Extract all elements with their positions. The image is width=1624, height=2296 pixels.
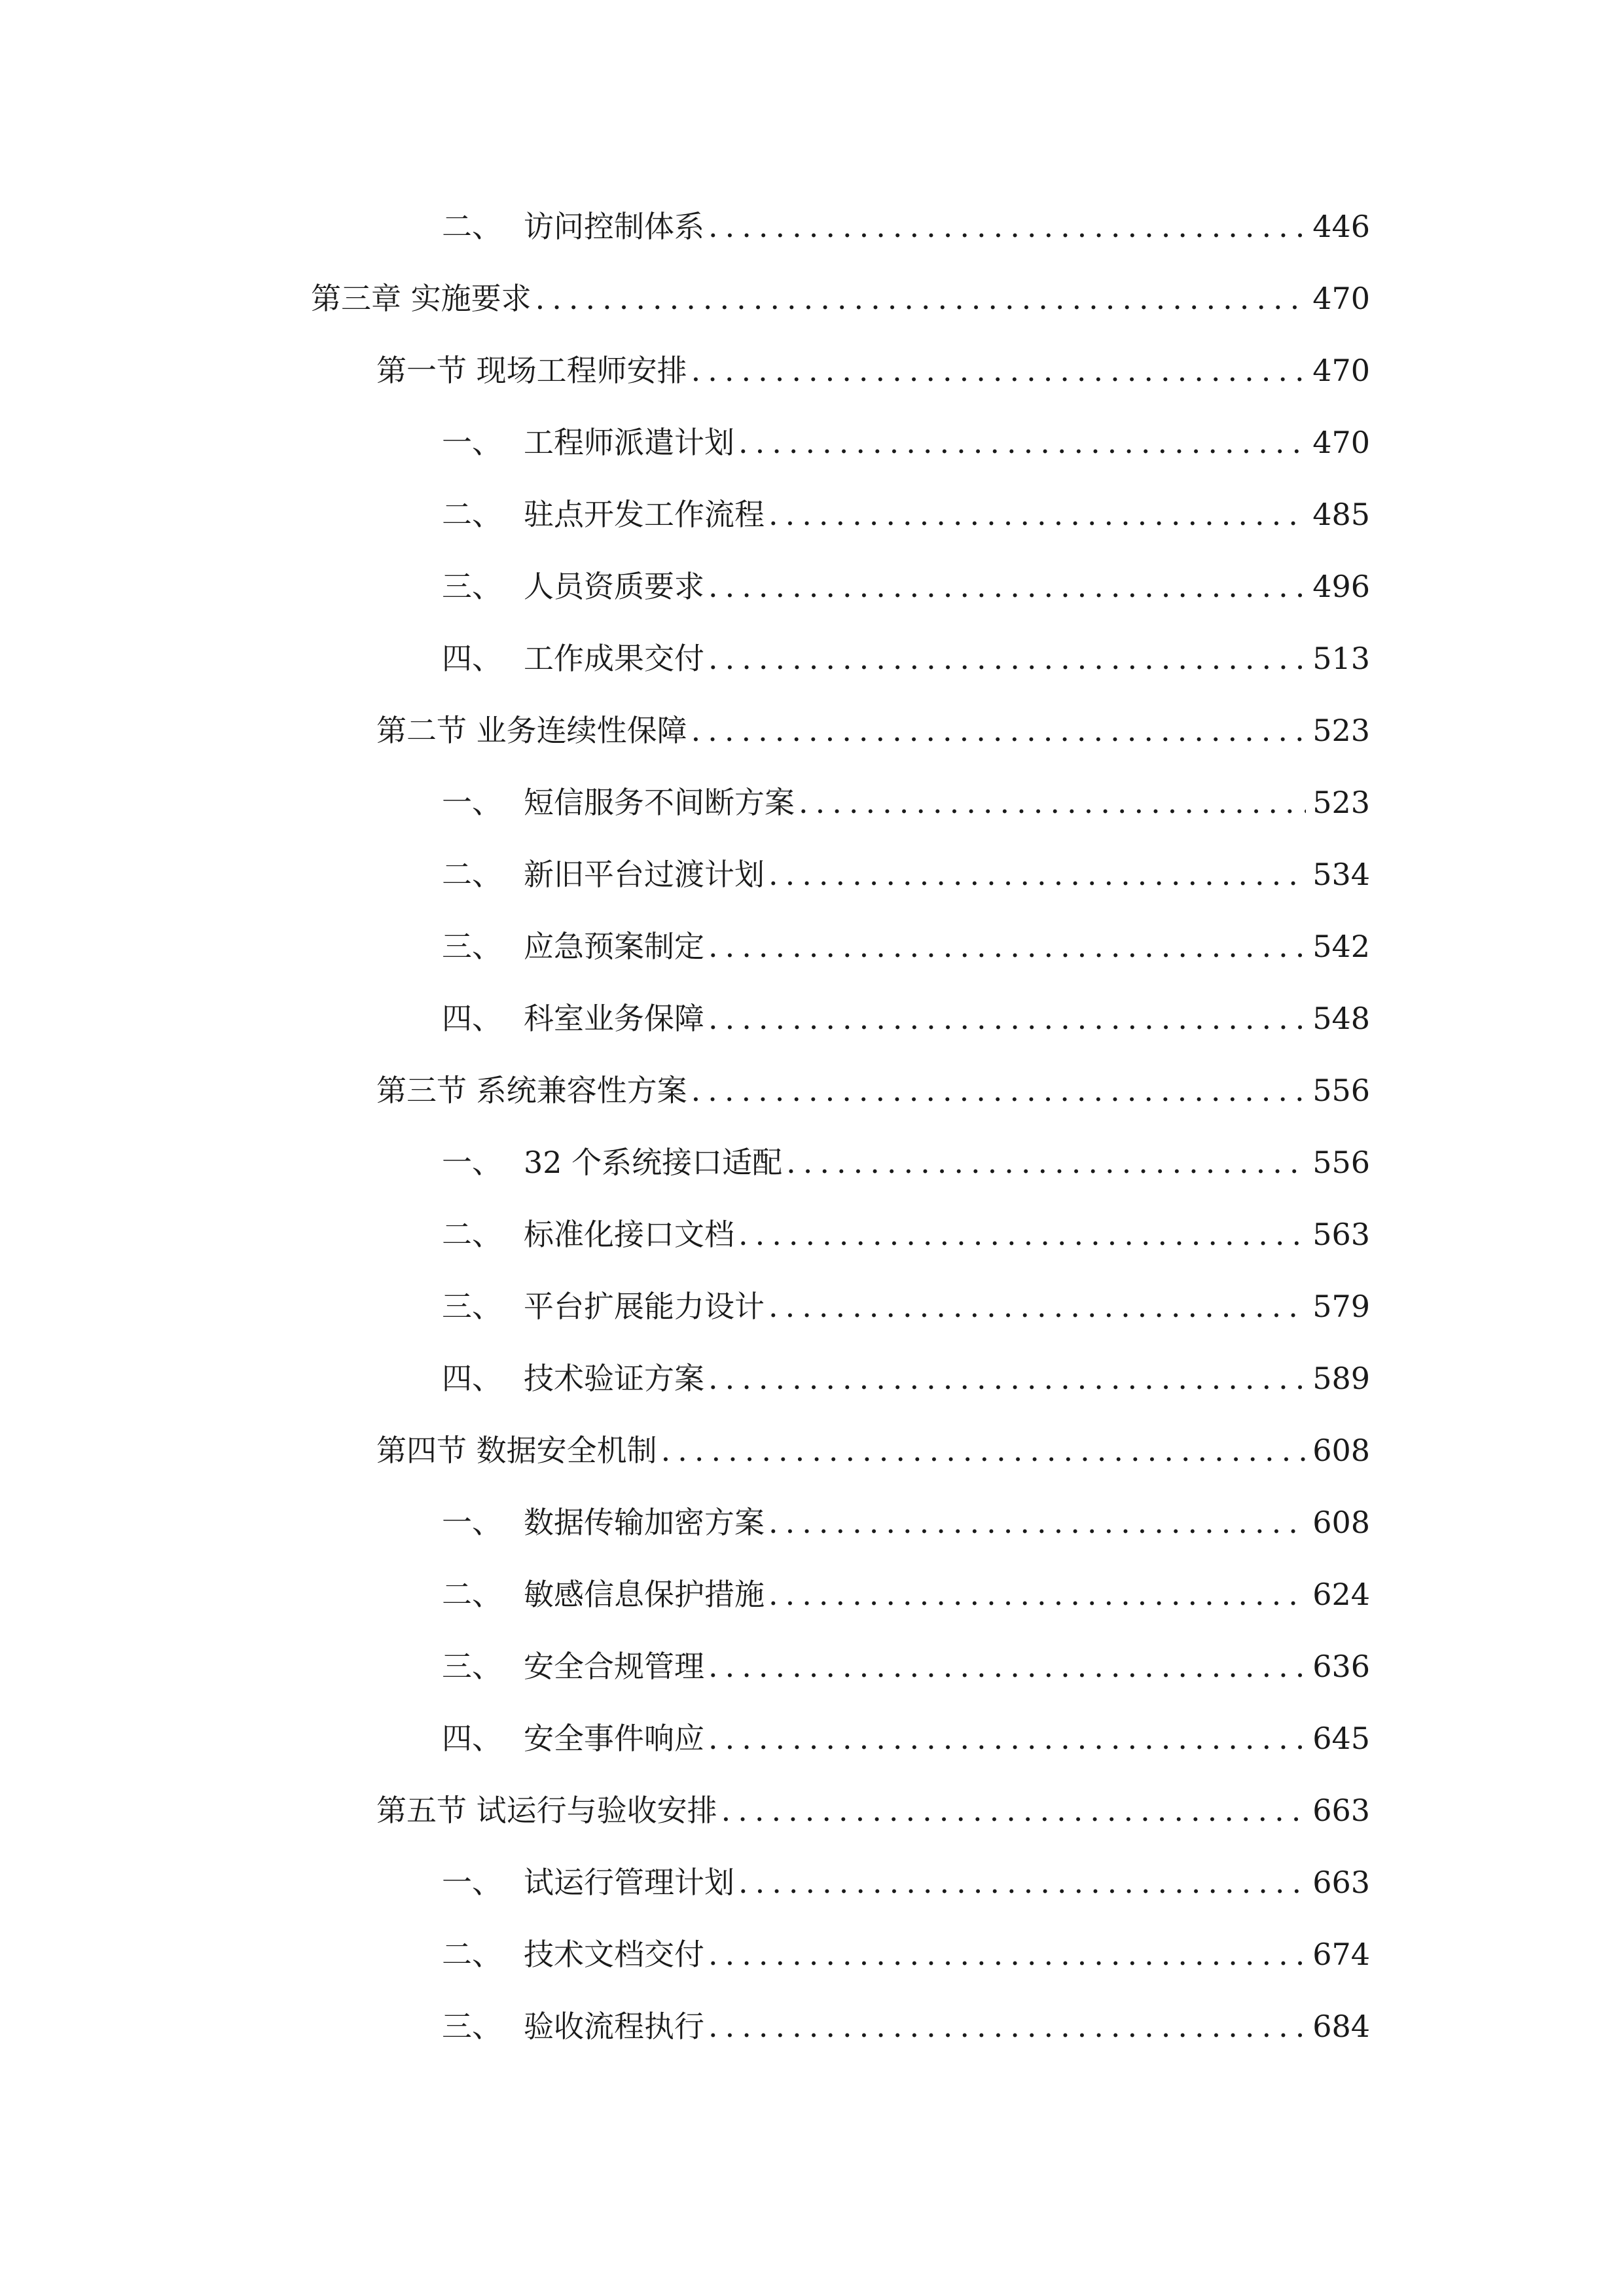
dot-leader (768, 488, 1306, 541)
toc-entry[interactable] (442, 1640, 1370, 1693)
dot-leader (708, 920, 1306, 973)
toc-entry-page-number: 446 (1312, 209, 1370, 244)
toc-entry[interactable] (442, 920, 1370, 973)
toc-entry-title: 第二节 业务连续性保障 (376, 713, 687, 748)
dot-leader (691, 1064, 1307, 1117)
toc-entry-title: 验收流程执行 (524, 2009, 704, 2044)
dot-leader (738, 416, 1306, 469)
dot-leader (708, 560, 1306, 613)
toc-entry-title: 工作成果交付 (524, 641, 704, 676)
dot-leader (738, 1208, 1306, 1261)
dot-leader (691, 704, 1307, 757)
toc-entry-page-number: 470 (1312, 425, 1370, 460)
dot-leader (768, 1280, 1306, 1333)
toc-entry-title: 安全事件响应 (524, 1721, 704, 1756)
toc-entry[interactable] (442, 1496, 1370, 1549)
dot-leader (768, 1568, 1306, 1621)
toc-entry[interactable] (376, 704, 1370, 757)
toc-entry[interactable] (442, 776, 1370, 829)
toc-entry-number: 二、 (442, 857, 502, 892)
toc-entry-page-number: 548 (1312, 1001, 1370, 1036)
toc-entry-page-number: 624 (1312, 1577, 1370, 1612)
dot-leader (708, 1640, 1306, 1693)
dot-leader (708, 992, 1306, 1045)
toc-entry-page-number: 636 (1312, 1649, 1370, 1684)
toc-entry[interactable] (376, 1424, 1370, 1477)
toc-entry-page-number: 608 (1312, 1433, 1370, 1468)
toc-entry[interactable] (442, 2000, 1370, 2053)
toc-entry-title: 安全合规管理 (524, 1649, 704, 1684)
toc-entry-page-number: 579 (1312, 1289, 1370, 1324)
toc-entry-title: 驻点开发工作流程 (524, 497, 765, 532)
toc-entry-page-number: 556 (1312, 1145, 1370, 1180)
toc-entry[interactable] (376, 1784, 1370, 1837)
toc-entry-number: 四、 (442, 1361, 502, 1396)
toc-entry[interactable] (442, 200, 1370, 253)
toc-entry[interactable] (442, 1208, 1370, 1261)
toc-entry-page-number: 470 (1312, 281, 1370, 316)
toc-entry-number: 四、 (442, 1721, 502, 1756)
dot-leader (708, 1928, 1306, 1981)
toc-entry-page-number: 608 (1312, 1505, 1370, 1540)
dot-leader (708, 200, 1306, 253)
toc-entry-title: 敏感信息保护措施 (524, 1577, 765, 1612)
toc-entry[interactable] (442, 992, 1370, 1045)
toc-entry-title: 工程师派遣计划 (524, 425, 734, 460)
dot-leader (786, 1136, 1306, 1189)
dot-leader (721, 1784, 1307, 1837)
toc-entry-title: 访问控制体系 (524, 209, 704, 244)
dot-leader (708, 2000, 1306, 2053)
dot-leader (691, 344, 1307, 397)
toc-entry-number: 三、 (442, 2009, 502, 2044)
toc-entry[interactable] (442, 416, 1370, 469)
toc-entry[interactable] (442, 1568, 1370, 1621)
toc-entry-number: 一、 (442, 1505, 502, 1540)
toc-entry-page-number: 542 (1312, 929, 1370, 964)
dot-leader (768, 848, 1306, 901)
toc-entry-page-number: 589 (1312, 1361, 1370, 1396)
toc-entry-number: 三、 (442, 929, 502, 964)
toc-entry-page-number: 523 (1312, 713, 1370, 748)
toc-entry-page-number: 645 (1312, 1721, 1370, 1756)
toc-entry-title: 技术文档交付 (524, 1937, 704, 1972)
toc-entry-page-number: 470 (1312, 353, 1370, 388)
dot-leader (768, 1496, 1306, 1549)
toc-entry-page-number: 674 (1312, 1937, 1370, 1972)
toc-entry-page-number: 663 (1312, 1865, 1370, 1900)
toc-entry-title: 人员资质要求 (524, 569, 704, 604)
dot-leader (708, 632, 1306, 685)
toc-entry-title: 平台扩展能力设计 (524, 1289, 765, 1324)
toc-entry-title: 新旧平台过渡计划 (524, 857, 765, 892)
toc-entry-page-number: 523 (1312, 785, 1370, 820)
toc-entry-page-number: 534 (1312, 857, 1370, 892)
toc-entry-number: 二、 (442, 209, 502, 244)
toc-entry-page-number: 663 (1312, 1793, 1370, 1828)
toc-entry-title: 数据传输加密方案 (524, 1505, 765, 1540)
toc-entry-number: 四、 (442, 641, 502, 676)
toc-entry-title: 技术验证方案 (524, 1361, 704, 1396)
dot-leader (738, 1856, 1306, 1909)
toc-entry-page-number: 556 (1312, 1073, 1370, 1108)
toc-entry-title: 第四节 数据安全机制 (376, 1433, 657, 1468)
dot-leader (708, 1712, 1306, 1765)
toc-entry-page-number: 684 (1312, 2009, 1370, 2044)
toc-entry[interactable] (442, 1136, 1370, 1189)
toc-entry[interactable] (376, 344, 1370, 397)
toc-entry-title: 32 个系统接口适配 (524, 1145, 783, 1180)
toc-entry-number: 二、 (442, 1577, 502, 1612)
toc-entry-title: 科室业务保障 (524, 1001, 704, 1036)
toc-entry[interactable] (311, 272, 1370, 325)
dot-leader (799, 776, 1306, 829)
dot-leader (535, 272, 1307, 325)
toc-entry[interactable] (376, 1064, 1370, 1117)
toc-entry-title: 第五节 试运行与验收安排 (376, 1793, 717, 1828)
toc-entry-title: 第三节 系统兼容性方案 (376, 1073, 687, 1108)
toc-entry-title: 第三章 实施要求 (311, 281, 532, 316)
toc-entry[interactable] (442, 848, 1370, 901)
toc-entry-page-number: 563 (1312, 1217, 1370, 1252)
toc-entry[interactable] (442, 560, 1370, 613)
toc-entry[interactable] (442, 1352, 1370, 1405)
toc-entry-title: 短信服务不间断方案 (524, 785, 795, 820)
toc-entry-number: 四、 (442, 1001, 502, 1036)
toc-entry-page-number: 513 (1312, 641, 1370, 676)
toc-entry[interactable] (442, 1280, 1370, 1333)
toc-entry-number: 二、 (442, 497, 502, 532)
toc-entry[interactable] (442, 488, 1370, 541)
toc-entry[interactable] (442, 1856, 1370, 1909)
toc-entry-number: 二、 (442, 1937, 502, 1972)
toc-entry-title: 应急预案制定 (524, 929, 704, 964)
toc-entry-number: 一、 (442, 425, 502, 460)
toc-entry[interactable] (442, 1712, 1370, 1765)
toc-entry-number: 三、 (442, 1649, 502, 1684)
dot-leader (708, 1352, 1306, 1405)
toc-entry-page-number: 496 (1312, 569, 1370, 604)
toc-entry[interactable] (442, 1928, 1370, 1981)
toc-entry-number: 二、 (442, 1217, 502, 1252)
toc-entry-title: 试运行管理计划 (524, 1865, 734, 1900)
toc-entry-number: 一、 (442, 1145, 502, 1180)
toc-entry-number: 三、 (442, 1289, 502, 1324)
toc-entry-page-number: 485 (1312, 497, 1370, 532)
toc-entry-number: 一、 (442, 785, 502, 820)
toc-entry-title: 标准化接口文档 (524, 1217, 734, 1252)
toc-entry-number: 一、 (442, 1865, 502, 1900)
toc-entry[interactable] (442, 632, 1370, 685)
dot-leader (661, 1424, 1307, 1477)
toc-entry-title: 第一节 现场工程师安排 (376, 353, 687, 388)
toc-entry-number: 三、 (442, 569, 502, 604)
